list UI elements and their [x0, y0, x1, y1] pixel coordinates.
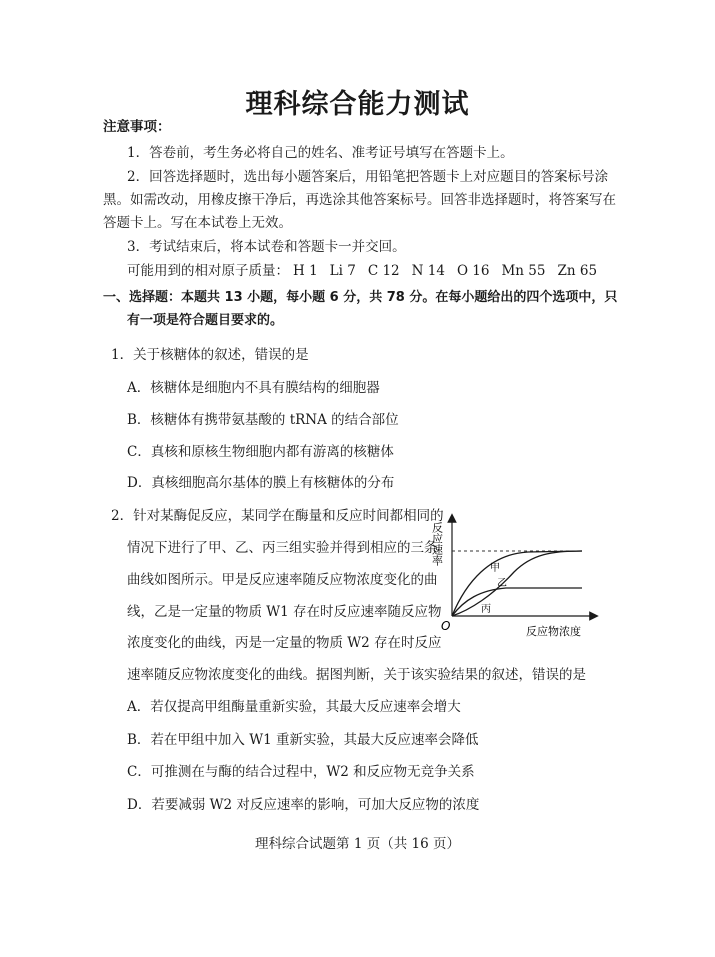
curve-yi: [452, 551, 582, 616]
question-2-option-b: B．若在甲组中加入 W1 重新实验，其最大反应速率会降低: [127, 732, 479, 748]
atomic-mass-line: [127, 262, 609, 280]
atomic-mass-item: H 1: [293, 263, 318, 279]
atomic-mass-item: Zn 65: [557, 263, 598, 279]
curve-bing-label: 丙: [481, 604, 491, 615]
atomic-mass-item: Mn 55: [501, 263, 546, 279]
page-footer: 理科综合试题第 1 页（共 16 页）: [255, 836, 460, 852]
question-2-line-2: 情况下进行了甲、乙、丙三组实验并得到相应的三条: [127, 540, 438, 556]
page-title: 理科综合能力测试: [245, 89, 470, 120]
atomic-mass-item: O 16: [456, 263, 490, 279]
y-axis-label: 反应速率: [430, 522, 444, 566]
question-2-line-4: 线，乙是一定量的物质 W1 存在时反应速率随反应物: [127, 604, 442, 620]
question-2-line-6: 速率随反应物浓度变化的曲线。据图判断，关于该实验结果的叙述，错误的是: [127, 667, 586, 683]
curve-bing: [452, 588, 582, 616]
question-2-line-3: 曲线如图所示。甲是反应速率随反应物浓度变化的曲: [127, 572, 438, 588]
atomic-mass-item: N 14: [411, 263, 445, 279]
question-2-option-a: A．若仅提高甲组酶量重新实验，其最大反应速率会增大: [127, 699, 461, 715]
curve-yi-label: 乙: [497, 578, 507, 589]
question-1-option-b: B．核糖体有携带氨基酸的 tRNA 的结合部位: [127, 412, 399, 428]
question-2-option-c: C．可推测在与酶的结合过程中，W2 和反应物无竞争关系: [127, 764, 475, 780]
question-1-option-c: C．真核和原核生物细胞内都有游离的核糖体: [127, 444, 394, 460]
section-1-heading-line-1: 一、选择题：本题共 13 小题，每小题 6 分，共 78 分。在每小题给出的四个选项中，只: [103, 290, 618, 305]
atomic-mass-item: Li 7: [329, 263, 356, 279]
notice-item-2-line-1: 2．回答选择题时，选出每小题答案后，用铅笔把答题卡上对应题目的答案标号涂: [127, 169, 609, 185]
curve-jia-label: 甲: [490, 563, 500, 574]
question-1-option-a: A．核糖体是细胞内不具有膜结构的细胞器: [127, 380, 380, 396]
origin-label: O: [441, 619, 451, 633]
question-2-line-5: 浓度变化的曲线，丙是一定量的物质 W2 存在时反应: [127, 635, 442, 651]
question-1-option-d: D．真核细胞高尔基体的膜上有核糖体的分布: [127, 475, 395, 491]
section-1-heading-line-2: 有一项是符合题目要求的。: [127, 313, 284, 328]
notice-item-1: 1．答卷前，考生务必将自己的姓名、准考证号填写在答题卡上。: [127, 145, 514, 161]
curve-jia: [452, 551, 582, 616]
notice-item-3: 3．考试结束后，将本试卷和答题卡一并交回。: [127, 239, 406, 255]
notice-heading: 注意事项：: [103, 119, 171, 135]
notice-item-2-line-2: 黑。如需改动，用橡皮擦干净后，再选涂其他答案标号。回答非选择题时，将答案写在: [103, 192, 616, 208]
question-1-stem: 1．关于核糖体的叙述，错误的是: [111, 347, 309, 363]
atomic-mass-label: 可能用到的相对原子质量：: [127, 263, 289, 279]
question-2-option-d: D．若要减弱 W2 对反应速率的影响，可加大反应物的浓度: [127, 797, 480, 813]
x-axis-label: 反应物浓度: [526, 625, 581, 638]
reaction-rate-figure: [428, 512, 600, 642]
notice-item-2-line-3: 答题卡上。写在本试卷上无效。: [103, 215, 292, 231]
question-2-line-1: 2．针对某酶促反应，某同学在酶量和反应时间都相同的: [111, 508, 444, 524]
atomic-mass-item: C 12: [367, 263, 400, 279]
